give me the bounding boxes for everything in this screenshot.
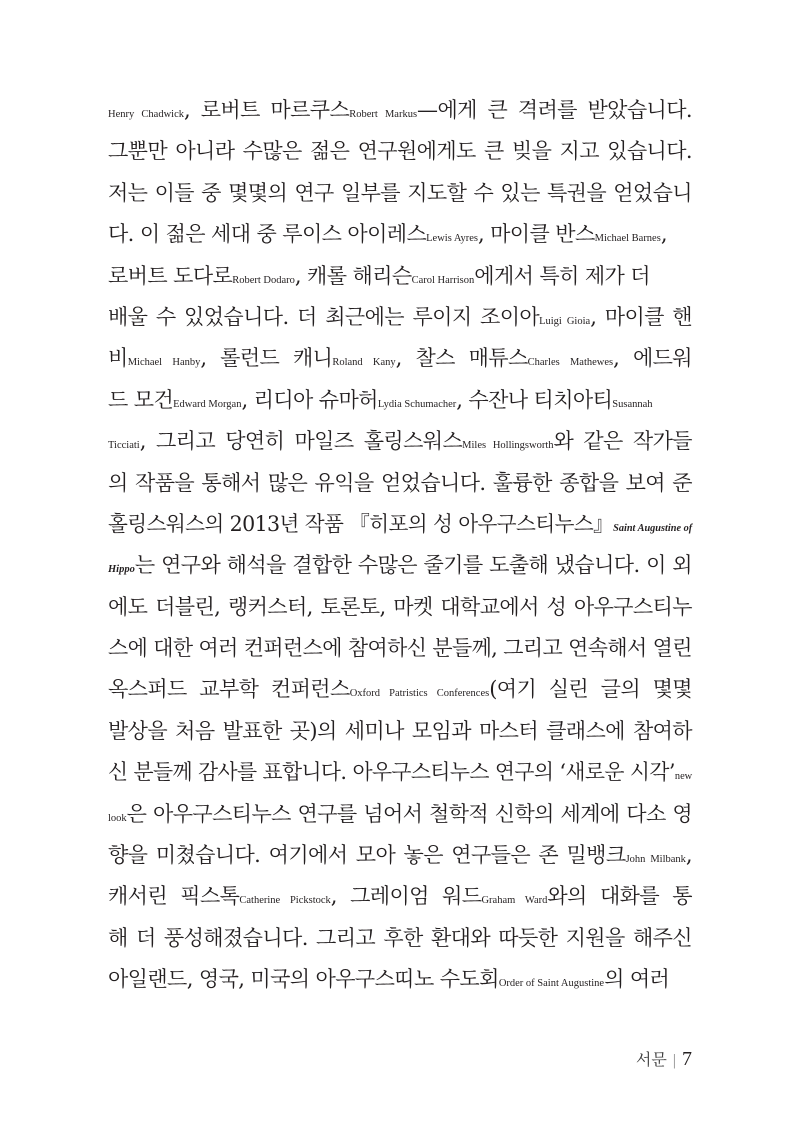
english-name: Susannah xyxy=(612,398,653,410)
text-line xyxy=(108,876,692,917)
korean-text: 에게서 특히 제가 더 xyxy=(474,263,650,288)
korean-text: 옥스퍼드 교부학 컨퍼런스 xyxy=(108,677,350,702)
text-line xyxy=(108,90,692,131)
korean-text: 은 아우구스티누스 연구를 넘어서 철학적 신학의 세계에 다소 영 xyxy=(126,801,692,826)
text-line xyxy=(108,338,692,379)
english-name: Order of Saint Augustine xyxy=(498,978,605,990)
text-line xyxy=(108,628,692,669)
korean-text: , 찰스 매튜스 xyxy=(395,346,528,371)
korean-text: , xyxy=(685,843,692,868)
korean-text: , 그리고 당연히 마일즈 홀링스워스 xyxy=(139,429,463,454)
english-name: Charles Mathewes xyxy=(527,357,614,369)
text-line xyxy=(108,421,692,462)
text-line xyxy=(108,131,692,172)
section-title: 서문 xyxy=(635,1052,667,1069)
english-book-title: Hippo xyxy=(108,564,135,576)
footer-separator: | xyxy=(672,1052,676,1069)
text-line xyxy=(108,256,692,297)
english-name: Henry Chadwick xyxy=(108,109,185,120)
korean-text: , 마이클 핸 xyxy=(590,304,692,329)
english-name: Ticciati xyxy=(108,440,140,452)
text-line xyxy=(108,918,692,959)
text-line xyxy=(108,959,692,1000)
korean-text: —에게 큰 격려를 받았습니다. xyxy=(417,98,692,122)
text-line xyxy=(108,173,692,214)
body-text xyxy=(108,90,692,1001)
english-name: John Milbank xyxy=(625,854,686,866)
english-name: Robert Dodaro xyxy=(232,274,295,286)
english-name: Lydia Schumacher xyxy=(377,398,457,410)
korean-text: (여기 실린 글의 몇몇 xyxy=(489,677,692,702)
english-name: Carol Harrison xyxy=(411,274,475,286)
korean-text: 와 같은 작가들 xyxy=(553,429,692,454)
text-line xyxy=(108,835,692,876)
korean-text: 신 분들께 감사를 표합니다. 아우구스티누스 연구의 ‘새로운 시각’ xyxy=(108,760,675,785)
korean-text: 저는 이들 중 몇몇의 연구 일부를 지도할 수 있는 특권을 얻었습니 xyxy=(108,180,692,205)
korean-text: 로버트 도다로 xyxy=(108,263,233,288)
korean-text: , 롤런드 캐니 xyxy=(200,346,333,371)
korean-text: 에도 더블린, 랭커스터, 토론토, 마켓 대학교에서 성 아우구스티누 xyxy=(108,594,692,619)
english-name: Michael Hanby xyxy=(127,357,201,369)
korean-text: 는 연구와 해석을 결합한 수많은 줄기를 도출해 냈습니다. 이 외 xyxy=(134,553,692,578)
text-line xyxy=(108,669,692,710)
english-name: Catherine Pickstock xyxy=(239,895,331,907)
korean-text: , 리디아 슈마허 xyxy=(241,387,378,412)
english-name: Graham Ward xyxy=(481,895,548,907)
text-line xyxy=(108,587,692,628)
english-name: Roland Kany xyxy=(332,357,396,369)
text-line xyxy=(108,752,692,793)
korean-text: 캐서린 픽스톡 xyxy=(108,884,240,909)
korean-text: 해 더 풍성해졌습니다. 그리고 후한 환대와 따듯한 지원을 해주신 xyxy=(108,925,692,950)
english-name: Luigi Gioia xyxy=(539,315,591,327)
text-line xyxy=(108,297,692,338)
text-line xyxy=(108,463,692,504)
text-line xyxy=(108,711,692,752)
english-name: new xyxy=(674,771,693,783)
text-line xyxy=(108,504,692,545)
korean-text: 다. 이 젊은 세대 중 루이스 아이레스 xyxy=(108,222,427,247)
korean-text: , 마이클 반스 xyxy=(477,222,595,247)
text-line xyxy=(108,794,692,835)
korean-text: 드 모건 xyxy=(108,387,174,412)
korean-text: 발상을 처음 발표한 곳)의 세미나 모임과 마스터 클래스에 참여하 xyxy=(108,718,692,743)
korean-text: , 그레이엄 워드 xyxy=(330,884,482,909)
english-name: Edward Morgan xyxy=(173,398,242,410)
korean-text: 스에 대한 여러 컨퍼런스에 참여하신 분들께, 그리고 연속해서 열린 xyxy=(108,636,692,661)
korean-text: 배울 수 있었습니다. 더 최근에는 루이지 조이아 xyxy=(108,304,540,329)
english-name: look xyxy=(108,812,127,824)
english-name: Miles Hollingsworth xyxy=(462,440,554,452)
english-name: Michael Barnes xyxy=(594,233,661,245)
english-name: Lewis Ayres xyxy=(426,233,478,245)
korean-text: , xyxy=(660,222,667,247)
page-number: 7 xyxy=(682,1048,692,1070)
korean-text: , 로버트 마르쿠스 xyxy=(184,98,350,122)
korean-text: 비 xyxy=(108,346,128,371)
korean-text: 홀링스워스의 2013년 작품 『히포의 성 아우구스티누스』 xyxy=(108,511,614,536)
text-line xyxy=(108,214,692,255)
korean-text: 아일랜드, 영국, 미국의 아우구스띠노 수도회 xyxy=(108,967,499,992)
english-name: Robert Markus xyxy=(349,109,418,120)
korean-text: 향을 미쳤습니다. 여기에서 모아 놓은 연구들은 존 밀뱅크 xyxy=(108,843,626,868)
korean-text: 그뿐만 아니라 수많은 젊은 연구원에게도 큰 빚을 지고 있습니다. xyxy=(108,139,692,164)
korean-text: 의 작품을 통해서 많은 유익을 얻었습니다. 훌륭한 종합을 보여 준 xyxy=(108,470,692,495)
text-line xyxy=(108,545,692,586)
korean-text: , 수잔나 티치아티 xyxy=(456,387,613,412)
korean-text: 와의 대화를 통 xyxy=(547,884,692,909)
korean-text: 의 여러 xyxy=(604,967,670,992)
page-footer xyxy=(636,1047,692,1071)
korean-text: , 에드워 xyxy=(613,346,692,371)
english-book-title: Saint Augustine of xyxy=(613,522,693,534)
english-name: Oxford Patristics Conferences xyxy=(349,688,490,700)
korean-text: , 캐롤 해리슨 xyxy=(294,263,412,288)
text-line xyxy=(108,380,692,421)
